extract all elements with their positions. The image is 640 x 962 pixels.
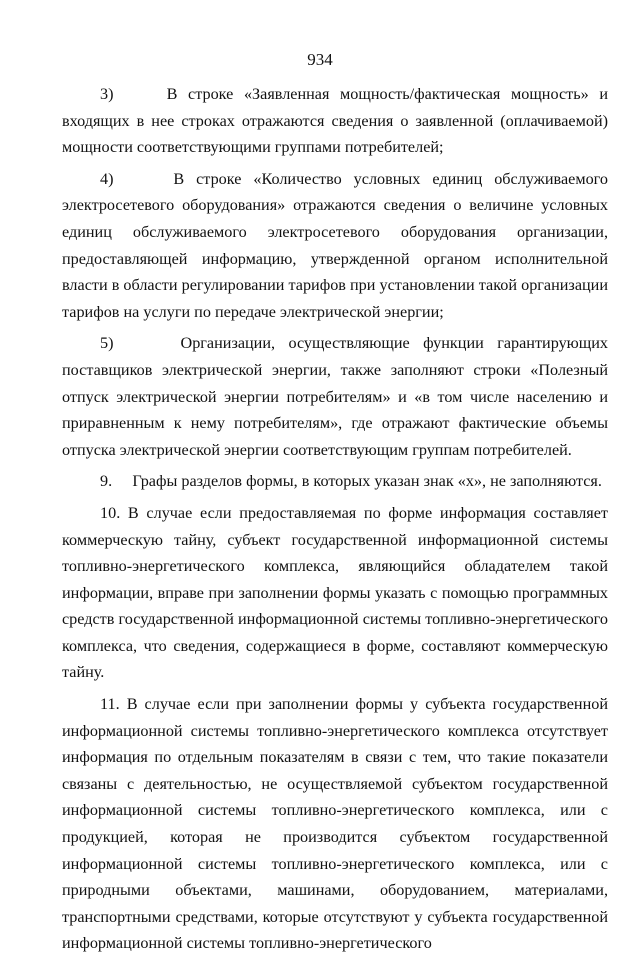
paragraph-clause-11: 11. В случае если при заполнении формы у субъекта государственной информационной системы топливно-энергетического комплекса отсутствует информация по отдельным показателям в связи с тем, что такие показатели связаны с деятельностью, не осуществляемой субъектом государственной информационной системы топливно-энергетического комплекса, или с продукцией, которая не производится субъектом государственной информационной системы топливно-энергетического комплекса, или с природными объектами, машинами, оборудованием, материалами, транспортными средствами, которые отсутствуют у субъекта государственной информационной системы топливно-энергетического bbox=[62, 695, 608, 953]
document-body bbox=[62, 81, 608, 962]
paragraph-item-3: 3) В строке «Заявленная мощность/фактическая мощность» и входящих в нее строках отражаются сведения о заявленной (оплачиваемой) мощности соответствующими группами потребителей; bbox=[62, 85, 608, 157]
page-number: 934 bbox=[307, 50, 333, 69]
paragraph-clause-9: 9. Графы разделов формы, в которых указан знак «х», не заполняются. bbox=[100, 472, 602, 491]
paragraph-item-5: 5) Организации, осуществляющие функции гарантирующих поставщиков электрической энергии, также заполняют строки «Полезный отпуск электрической энергии потребителям» и «в том числе населению и приравненным к нему потребителям», где отражают фактические объемы отпуска электрической энергии соответствующим группам потребителей. bbox=[62, 334, 608, 459]
paragraph-item-4: 4) В строке «Количество условных единиц обслуживаемого электросетевого оборудования» отражаются сведения о величине условных единиц обслуживаемого электросетевого оборудования организации, предоставляющей информацию, утвержденной органом исполнительной власти в области регулировании тарифов при установлении такой организации тарифов на услуги по передаче электрической энергии; bbox=[62, 169, 608, 321]
paragraph-clause-10: 10. В случае если предоставляемая по форме информация составляет коммерческую тайну, субъект государственной информационной системы топливно-энергетического комплекса, являющийся обладателем такой информации, вправе при заполнении формы указать с помощью программных средств государственной информационной системы топливно-энергетического комплекса, что сведения, содержащиеся в форме, составляют коммерческую тайну. bbox=[62, 503, 608, 682]
